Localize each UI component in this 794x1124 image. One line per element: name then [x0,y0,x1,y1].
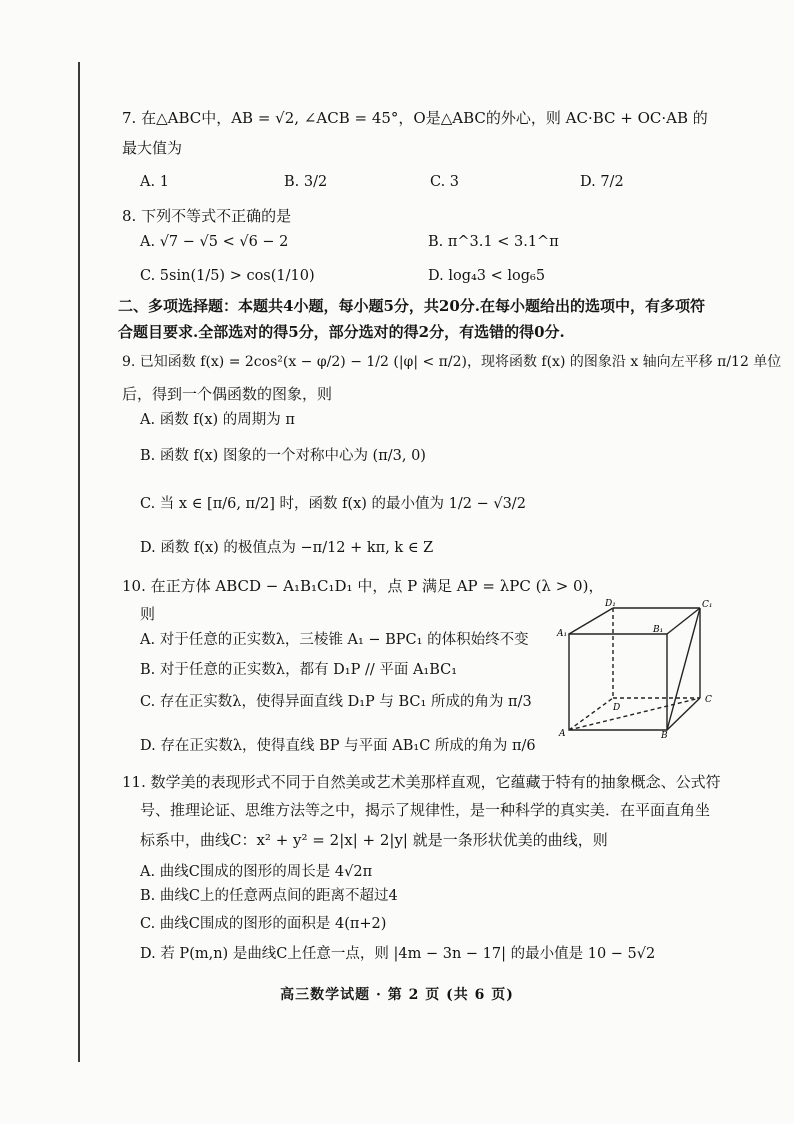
q9-option-a: A. 函数 f(x) 的周期为 π [140,412,295,428]
q7-option-b: B. 3/2 [284,174,328,190]
q10-option-b: B. 对于任意的正实数λ，都有 D₁P // 平面 A₁BC₁ [140,662,458,678]
q9-option-b: B. 函数 f(x) 图象的一个对称中心为 (π/3, 0) [140,448,426,464]
q10-stem-line2: 则 [140,605,156,623]
section2-line1: 二、多项选择题：本题共4小题，每小题5分，共20分.在每小题给出的选项中，有多项符 [118,297,705,315]
q8-stem: 8. 下列不等式不正确的是 [122,207,292,225]
q7-option-a: A. 1 [140,174,169,190]
q11-stem-line1: 11. 数学美的表现形式不同于自然美或艺术美那样直观，它蕴藏于特有的抽象概念、公式符 [122,773,721,791]
q8-option-c: C. 5sin(1/5) > cos(1/10) [140,268,315,284]
q7-option-c: C. 3 [430,174,460,190]
section2-line2: 合题目要求.全部选对的得5分，部分选对的得2分，有选错的得0分. [118,323,565,341]
q10-option-c: C. 存在正实数λ，使得异面直线 D₁P 与 BC₁ 所成的角为 π/3 [140,694,532,710]
q11-option-a: A. 曲线C围成的图形的周长是 4√2π [140,864,373,880]
q7-option-d: D. 7/2 [580,174,624,190]
q7-stem-line2: 最大值为 [122,139,183,157]
page-footer: 高三数学试题 · 第 2 页 (共 6 页) [280,987,514,1003]
binding-line [78,62,80,1062]
q9-option-d: D. 函数 f(x) 的极值点为 −π/12 + kπ, k ∈ Z [140,540,434,556]
q8-option-b: B. π^3.1 < 3.1^π [428,234,559,250]
q8-option-a: A. √7 − √5 < √6 − 2 [140,234,289,250]
label-c: C [705,695,712,705]
label-b1: B₁ [653,625,664,635]
q10-option-a: A. 对于任意的正实数λ，三棱锥 A₁ − BPC₁ 的体积始终不变 [140,632,529,648]
q11-option-b: B. 曲线C上的任意两点间的距离不超过4 [140,888,398,904]
label-d: D [613,703,621,713]
label-d1: D₁ [605,599,616,609]
label-a1: A₁ [557,629,568,639]
q11-option-c: C. 曲线C围成的图形的面积是 4(π+2) [140,916,387,932]
q9-stem-line2: 后，得到一个偶函数的图象，则 [122,385,333,403]
q10-stem-line1: 10. 在正方体 ABCD − A₁B₁C₁D₁ 中，点 P 满足 AP = λPC (λ > 0)， [122,577,604,595]
cube-figure [555,598,725,738]
label-b: B [661,731,668,738]
q9-option-c: C. 当 x ∈ [π/6, π/2] 时，函数 f(x) 的最小值为 1/2 − √3/2 [140,496,526,512]
q9-stem-line1: 9. 已知函数 f(x) = 2cos²(x − φ/2) − 1/2 (|φ| < π/2)，现将函数 f(x) 的图象沿 x 轴向左平移 π/12 单位 [122,354,782,370]
q11-option-d: D. 若 P(m,n) 是曲线C上任意一点，则 |4m − 3n − 17| 的最小值是 10 − 5√2 [140,946,656,962]
label-a: A [559,729,566,738]
q11-stem-line2: 号、推理论证、思维方法等之中，揭示了规律性，是一种科学的真实美．在平面直角坐 [140,801,711,819]
q10-option-d: D. 存在正实数λ，使得直线 BP 与平面 AB₁C 所成的角为 π/6 [140,738,536,754]
q8-option-d: D. log₄3 < log₆5 [428,268,546,284]
label-c1: C₁ [702,600,713,610]
q7-stem-line1: 7. 在△ABC中，AB = √2, ∠ACB = 45°，O是△ABC的外心，则 AC·BC + OC·AB 的 [122,109,708,127]
q11-stem-line3: 标系中，曲线C：x² + y² = 2|x| + 2|y| 就是一条形状优美的曲线，则 [140,831,608,849]
